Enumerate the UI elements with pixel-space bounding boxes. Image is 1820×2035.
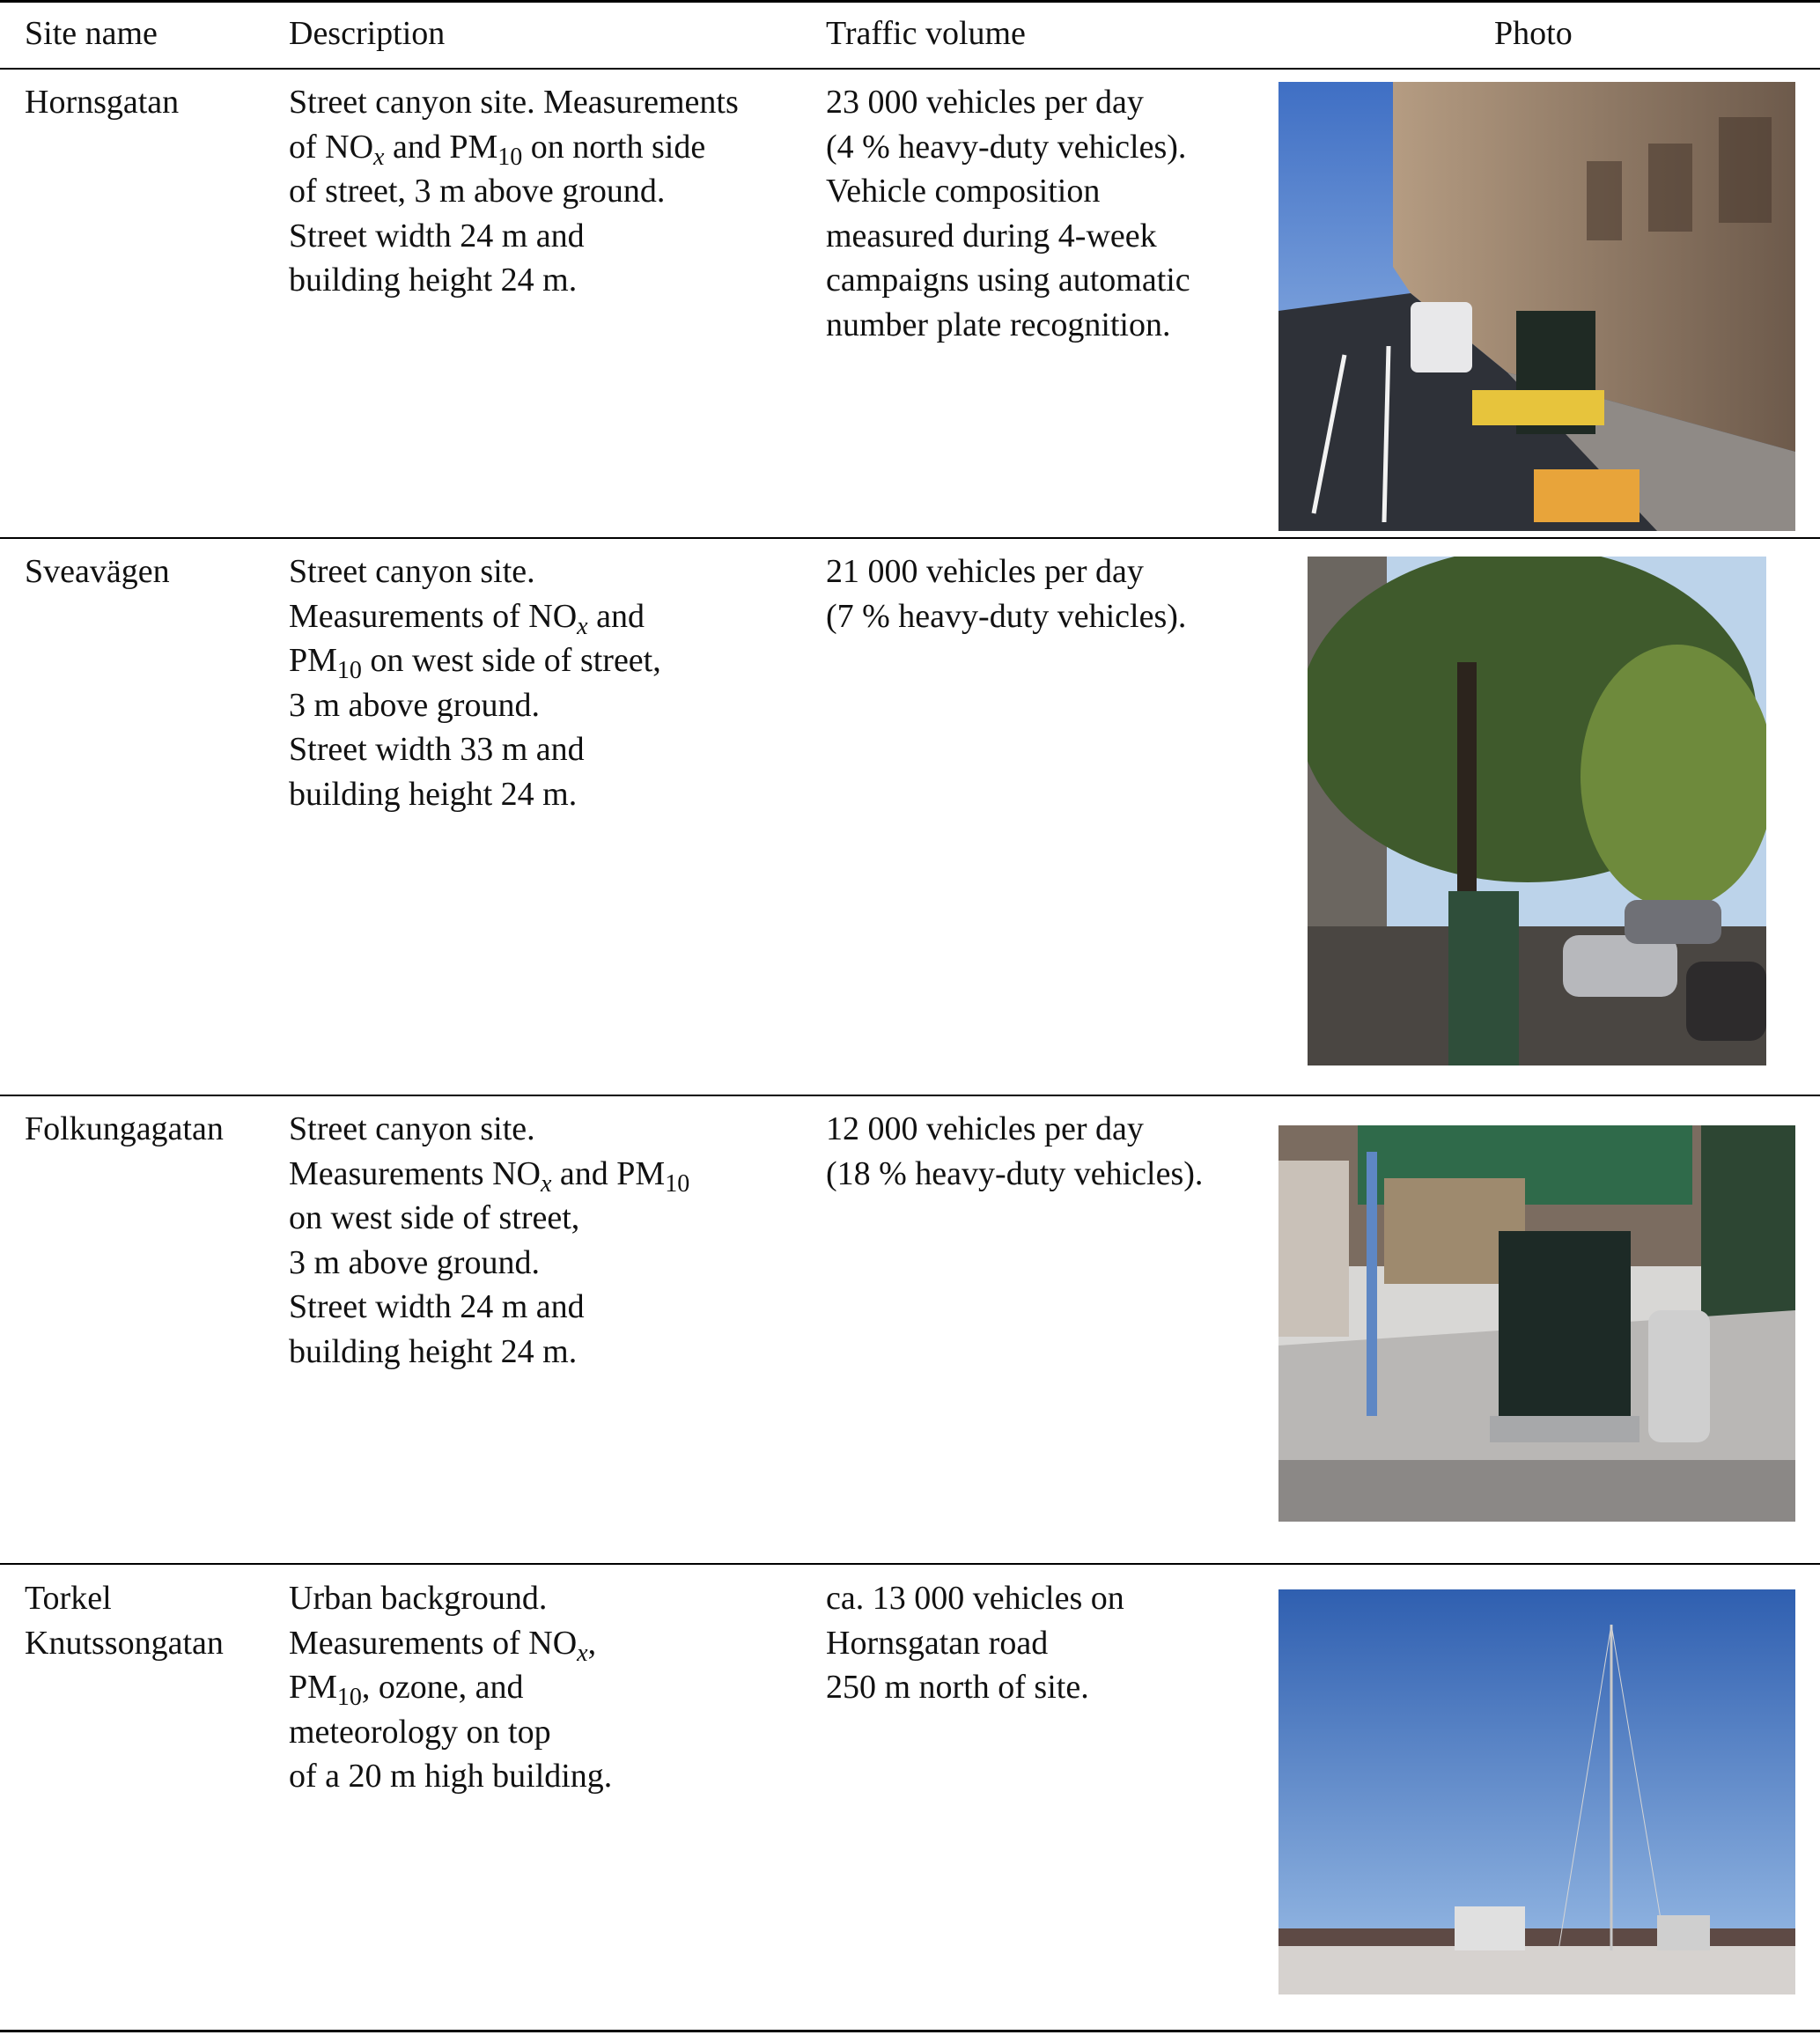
row-traffic-volume [826, 549, 1186, 638]
cell-line: (4 % heavy-duty vehicles). [826, 128, 1187, 166]
row-traffic-volume [826, 1107, 1203, 1196]
bottom-rule [0, 2030, 1820, 2032]
cell-line: campaigns using automatic [826, 262, 1190, 299]
cell-line: Sveavägen [25, 553, 170, 590]
header-photo: Photo [1494, 15, 1573, 52]
row-site-name [25, 1107, 224, 1152]
cell-line: meteorology on top [289, 1713, 551, 1751]
cell-line: of street, 3 m above ground. [289, 173, 666, 210]
header-traffic-volume: Traffic volume [826, 15, 1026, 52]
row-rule [0, 1563, 1820, 1565]
cell-line: measured during 4-week [826, 217, 1157, 254]
row-description [289, 549, 661, 816]
cell-line: Torkel [25, 1580, 112, 1617]
header-description: Description [289, 15, 446, 52]
cell-line: Street canyon site. Measurements [289, 84, 739, 121]
cell-line: Street canyon site. [289, 553, 535, 590]
row-rule [0, 537, 1820, 539]
cell-line: 250 m north of site. [826, 1669, 1089, 1706]
cell-line: Knutssongatan [25, 1624, 224, 1662]
cell-line: 23 000 vehicles per day [826, 84, 1144, 121]
cell-line: Measurements of $NO_x$, [289, 1624, 597, 1667]
cell-line: 12 000 vehicles per day [826, 1110, 1144, 1147]
cell-line: Hornsgatan [25, 84, 180, 121]
row-photo [1308, 557, 1766, 1065]
cell-line: $PM_{10}$ on west side of street, [289, 642, 661, 684]
cell-line: (7 % heavy-duty vehicles). [826, 597, 1187, 635]
row-site-name [25, 549, 170, 594]
row-site-name [25, 80, 179, 125]
row-description [289, 1107, 689, 1374]
cell-line: number plate recognition. [826, 306, 1171, 343]
cell-line: Vehicle composition [826, 173, 1101, 210]
row-photo [1278, 82, 1795, 531]
header-rule [0, 68, 1820, 70]
row-site-name [25, 1576, 224, 1665]
cell-line: 21 000 vehicles per day [826, 553, 1144, 590]
row-traffic-volume [826, 80, 1190, 347]
cell-line: $PM_{10}$, ozone, and [289, 1669, 524, 1711]
row-description [289, 80, 739, 303]
cell-line: Street canyon site. [289, 1110, 535, 1147]
cell-line: Folkungagatan [25, 1110, 224, 1147]
row-rule [0, 1095, 1820, 1096]
row-traffic-volume [826, 1576, 1124, 1710]
cell-line: building height 24 m. [289, 1332, 578, 1370]
top-rule [0, 0, 1820, 3]
cell-line: of a 20 m high building. [289, 1758, 613, 1795]
cell-line: Measurements of $NO_x$ and [289, 597, 645, 640]
cell-line: Measurements $NO_x$ and $PM_{10}$ [289, 1154, 690, 1198]
cell-line: building height 24 m. [289, 262, 578, 299]
cell-line: ca. 13 000 vehicles on [826, 1580, 1124, 1617]
cell-line: Hornsgatan road [826, 1624, 1049, 1662]
cell-line: building height 24 m. [289, 775, 578, 813]
cell-line: Street width 24 m and [289, 217, 585, 254]
row-photo [1278, 1125, 1795, 1522]
cell-line: 3 m above ground. [289, 686, 540, 724]
cell-line: 3 m above ground. [289, 1243, 540, 1281]
cell-line: Urban background. [289, 1580, 548, 1617]
row-description [289, 1576, 612, 1799]
cell-line: of $NO_x$ and $PM_{10}$ on north side [289, 128, 706, 171]
cell-line: (18 % heavy-duty vehicles). [826, 1154, 1204, 1192]
cell-line: Street width 24 m and [289, 1288, 585, 1325]
row-photo [1278, 1589, 1795, 1994]
header-site-name: Site name [25, 15, 158, 52]
cell-line: on west side of street, [289, 1199, 580, 1236]
cell-line: Street width 33 m and [289, 731, 585, 768]
